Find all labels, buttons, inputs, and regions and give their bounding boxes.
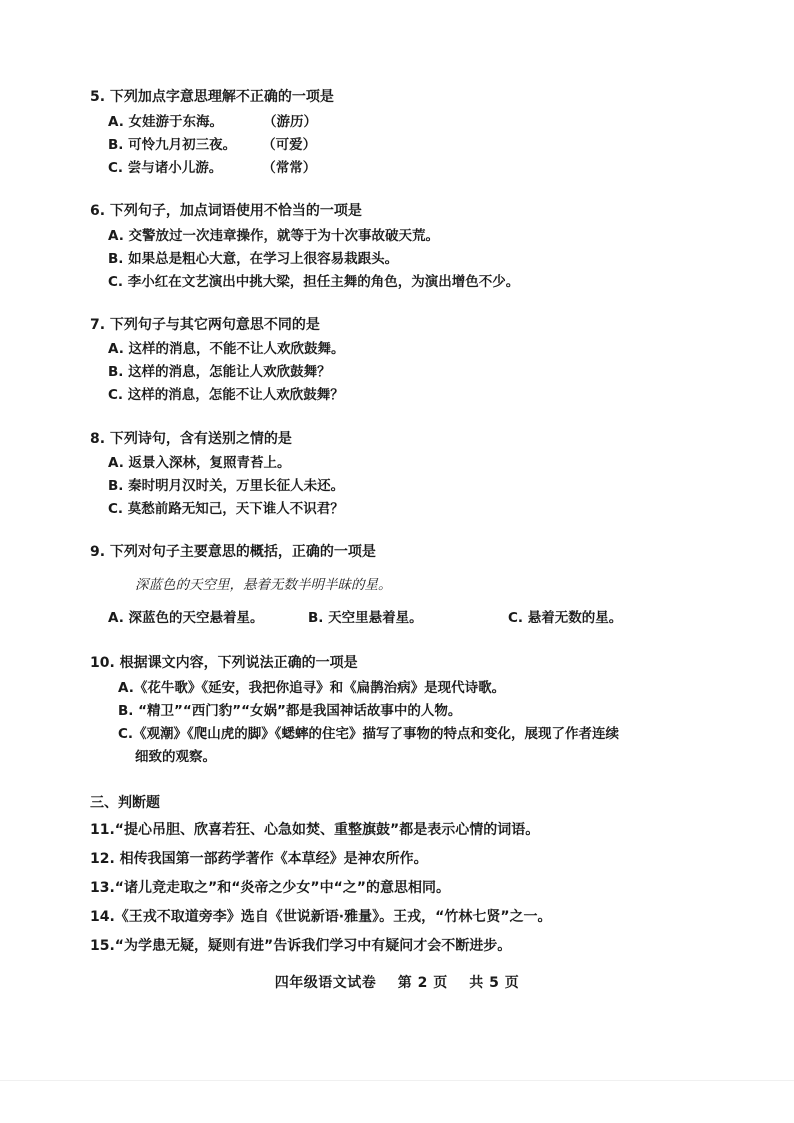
- question-5-title: 5. 下列加点字意思理解不正确的一项是: [90, 89, 334, 105]
- question-9-title: 9. 下列对句子主要意思的概括，正确的一项是: [90, 544, 376, 560]
- section-title: 三、判断题: [90, 795, 160, 811]
- question-10-option-c-continued: 细致的观察。: [135, 749, 216, 765]
- question-5-option-c: [108, 156, 316, 176]
- question-6-option-b: B. 如果总是粗心大意，在学习上很容易栽跟头。: [108, 251, 399, 267]
- question-10-option-a: A.《花牛歌》《延安，我把你追寻》和《扁鹊治病》是现代诗歌。: [118, 680, 506, 696]
- bottom-divider: [0, 1080, 794, 1081]
- page-footer: 四年级语文试卷 第 2 页 共 5 页: [274, 975, 520, 991]
- question-6-option-c: C. 李小红在文艺演出中挑大梁，担任主舞的角色，为演出增色不少。: [108, 274, 520, 290]
- judgment-item-13: 13.“诸儿竞走取之”和“炎帝之少女”中“之”的意思相同。: [90, 880, 451, 896]
- question-9-quote: 深蓝色的天空里，悬着无数半明半昧的星。: [135, 577, 392, 593]
- judgment-item-12: 12. 相传我国第一部药学著作《本草经》是神农所作。: [90, 851, 428, 867]
- judgment-item-15: 15.“为学患无疑，疑则有进”告诉我们学习中有疑问才会不断进步。: [90, 938, 512, 954]
- judgment-item-14: 14.《王戎不取道旁李》选自《世说新语·雅量》。王戎，“竹林七贤”之一。: [90, 909, 552, 925]
- question-9-option-c: C. 悬着无数的星。: [508, 610, 623, 626]
- option-note: （游历）: [263, 114, 318, 130]
- option-note: （常常）: [262, 160, 317, 176]
- question-10-option-c: C.《观潮》《爬山虎的脚》《蟋蟀的住宅》描写了事物的特点和变化，展现了作者连续: [118, 726, 620, 742]
- question-7-option-c: C. 这样的消息，怎能不让人欢欣鼓舞？: [108, 387, 344, 403]
- question-8-option-c: C. 莫愁前路无知己，天下谁人不识君？: [108, 501, 344, 517]
- option-note: （可爱）: [262, 137, 317, 153]
- question-10-title: 10. 根据课文内容，下列说法正确的一项是: [90, 655, 358, 671]
- question-9-option-a: A. 深蓝色的天空悬着星。: [108, 610, 264, 626]
- option-text: C. 尝与诸小儿游。: [108, 160, 223, 176]
- question-8-title: 8. 下列诗句，含有送别之情的是: [90, 431, 292, 447]
- question-8-option-a: A. 返景入深林，复照青苔上。: [108, 455, 291, 471]
- question-7-option-a: A. 这样的消息，不能不让人欢欣鼓舞。: [108, 341, 345, 357]
- question-6-title: 6. 下列句子，加点词语使用不恰当的一项是: [90, 203, 362, 219]
- option-text: A. 女娃游于东海。: [108, 114, 224, 130]
- question-10-option-b: B. “精卫”“西门豹”“女娲”都是我国神话故事中的人物。: [118, 703, 462, 719]
- question-7-title: 7. 下列句子与其它两句意思不同的是: [90, 317, 320, 333]
- question-9-option-b: B. 天空里悬着星。: [308, 610, 423, 626]
- question-5-option-b: [108, 133, 316, 153]
- option-text: B. 可怜九月初三夜。: [108, 137, 237, 153]
- question-5-option-a: [108, 110, 317, 130]
- question-8-option-b: B. 秦时明月汉时关，万里长征人未还。: [108, 478, 345, 494]
- judgment-item-11: 11.“提心吊胆、欣喜若狂、心急如焚、重整旗鼓”都是表示心情的词语。: [90, 822, 540, 838]
- question-7-option-b: B. 这样的消息，怎能让人欢欣鼓舞？: [108, 364, 331, 380]
- question-6-option-a: A. 交警放过一次违章操作，就等于为十次事故破天荒。: [108, 228, 440, 244]
